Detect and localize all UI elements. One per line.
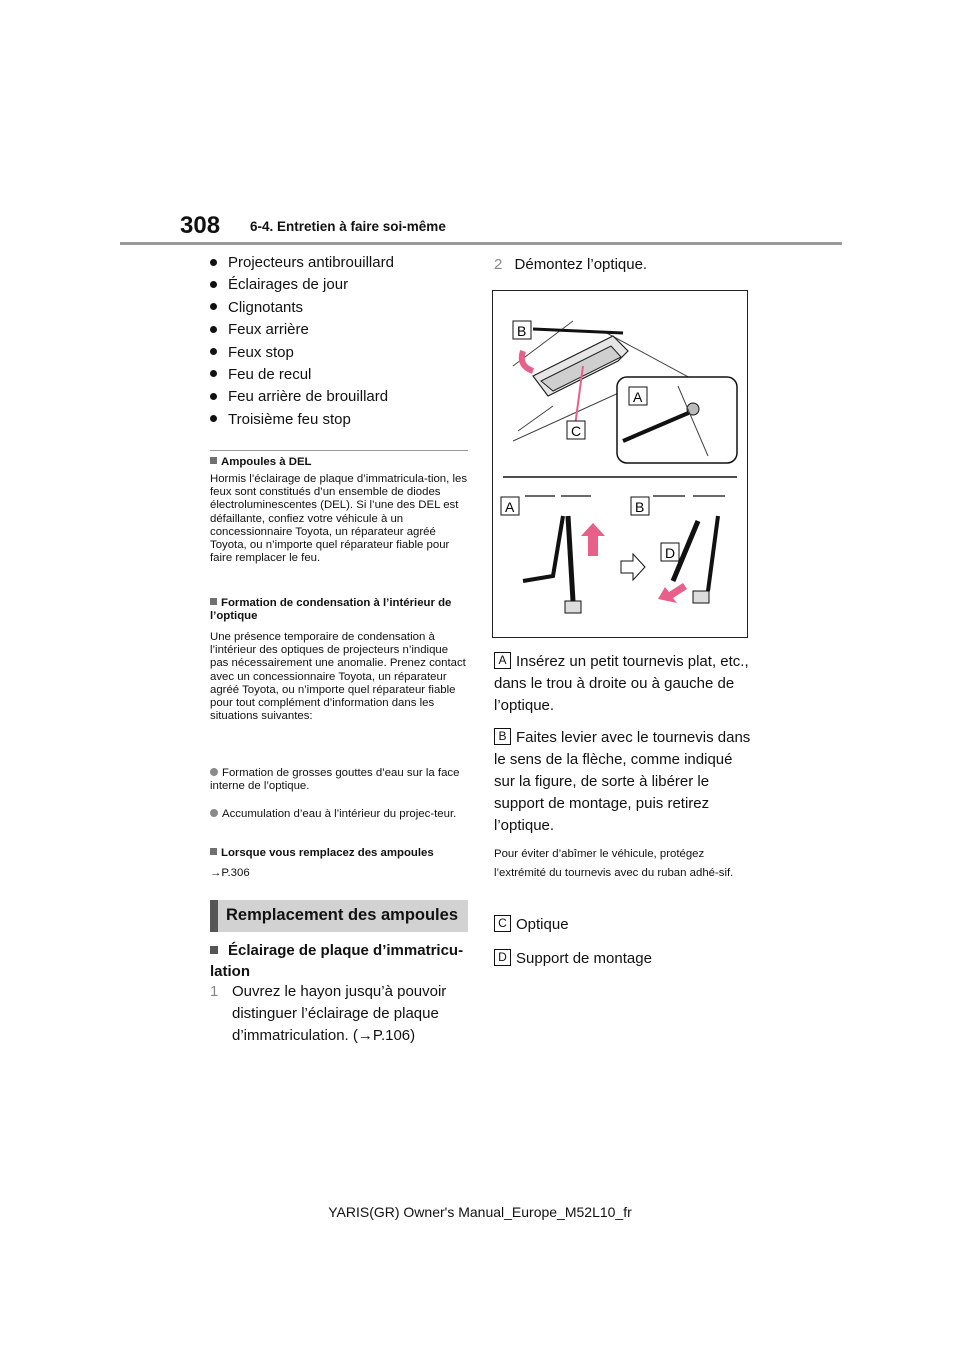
svg-text:B: B	[517, 323, 527, 339]
label-c-icon: C	[494, 915, 511, 932]
circle-bullet-icon	[210, 809, 218, 817]
note-led-body: Hormis l’éclairage de plaque d’immatricula-tion, les feux sont constitués d’un ensemble de diodes électroluminescentes (DEL). Si l’une des DEL est défaillante, confiez votre véhicule à un concessionnaire Toyota, un réparateur agréé Toyota, ou n’importe quel réparateur fiable pour faire remplacer le feu.	[210, 473, 468, 565]
list-item: Feu de recul	[210, 364, 394, 386]
section-heading-box	[210, 900, 468, 932]
square-bullet-icon	[210, 457, 217, 464]
note-condensation-item: Formation de grosses gouttes d’eau sur la face interne de l’optique.	[210, 767, 460, 793]
note-replace-ref: →P.306	[210, 867, 250, 879]
svg-text:A: A	[633, 389, 643, 405]
instruction-c: C Optique	[494, 914, 756, 936]
note-condensation-body: Une présence temporaire de condensation à l’intérieur des optiques de projecteurs n’indique pas nécessairement une anomalie. Prenez contact avec un concessionnaire Toyota, un réparateur agréé Toyota, ou n’importe quel réparateur fiable pour tout complément d’information dans les situations suivantes:	[210, 631, 466, 723]
subheading: Éclairage de plaque d’immatricu-lation	[210, 942, 464, 980]
illustration	[492, 290, 748, 638]
square-bullet-icon	[210, 598, 217, 605]
svg-text:A: A	[505, 499, 515, 515]
list-item: Feux stop	[210, 342, 394, 364]
bullet-icon	[210, 281, 217, 288]
lamp-list	[210, 252, 394, 431]
note-condensation-item: Accumulation d’eau à l’intérieur du projec-teur.	[210, 808, 468, 821]
list-item: Feux arrière	[210, 319, 394, 341]
circle-bullet-icon	[210, 768, 218, 776]
list-item: Éclairages de jour	[210, 274, 394, 296]
square-bullet-icon	[210, 946, 218, 954]
bullet-icon	[210, 393, 217, 400]
instruction-a: A Insérez un petit tournevis plat, etc., dans le trou à droite ou à gauche de l’optique.	[494, 652, 749, 714]
bullet-icon	[210, 348, 217, 355]
bullet-icon	[210, 326, 217, 333]
page-number: 308	[180, 212, 221, 239]
note-condensation-title: Formation de condensation à l’intérieur de l’optique	[210, 597, 452, 623]
footer: YARIS(GR) Owner's Manual_Europe_M52L10_fr	[328, 1204, 632, 1220]
list-item: Projecteurs antibrouillard	[210, 252, 394, 274]
bullet-icon	[210, 303, 217, 310]
list-item: Clignotants	[210, 297, 394, 319]
note-led-title: Ampoules à DEL	[210, 456, 468, 469]
svg-text:B: B	[635, 499, 645, 515]
bullet-icon	[210, 370, 217, 377]
section-heading: Remplacement des ampoules	[226, 906, 458, 924]
instruction-b: B Faites levier avec le tournevis dans le sens de la flèche, comme indiqué sur la figure, de sorte à libérer le support de montage, puis retirez l’optique.	[494, 728, 751, 834]
label-b-icon: B	[494, 728, 511, 745]
note-replace-title: Lorsque vous remplacez des ampoules	[210, 847, 468, 860]
caution-note: Pour éviter d’abîmer le véhicule, protégez l’extrémité du tournevis avec du ruban adhé-sif.	[494, 848, 734, 879]
lamp-removal-figure	[493, 291, 747, 637]
bullet-icon	[210, 259, 217, 266]
svg-text:D: D	[665, 545, 676, 561]
list-item: Feu arrière de brouillard	[210, 386, 394, 408]
label-d-icon: D	[494, 949, 511, 966]
list-item: Troisième feu stop	[210, 409, 394, 431]
label-a-icon: A	[494, 652, 511, 669]
step-2: 2 Démontez l’optique.	[494, 256, 648, 273]
section-title: 6-4. Entretien à faire soi-même	[250, 219, 446, 234]
step-1: 1 Ouvrez le hayon jusqu’à pouvoir distinguer l’éclairage de plaque d’immatriculation. (→P.106)	[210, 983, 447, 1044]
header-rule	[120, 242, 842, 245]
instruction-d: D Support de montage	[494, 948, 756, 970]
divider	[210, 450, 468, 451]
square-bullet-icon	[210, 848, 217, 855]
bullet-icon	[210, 415, 217, 422]
svg-text:C: C	[571, 423, 582, 439]
